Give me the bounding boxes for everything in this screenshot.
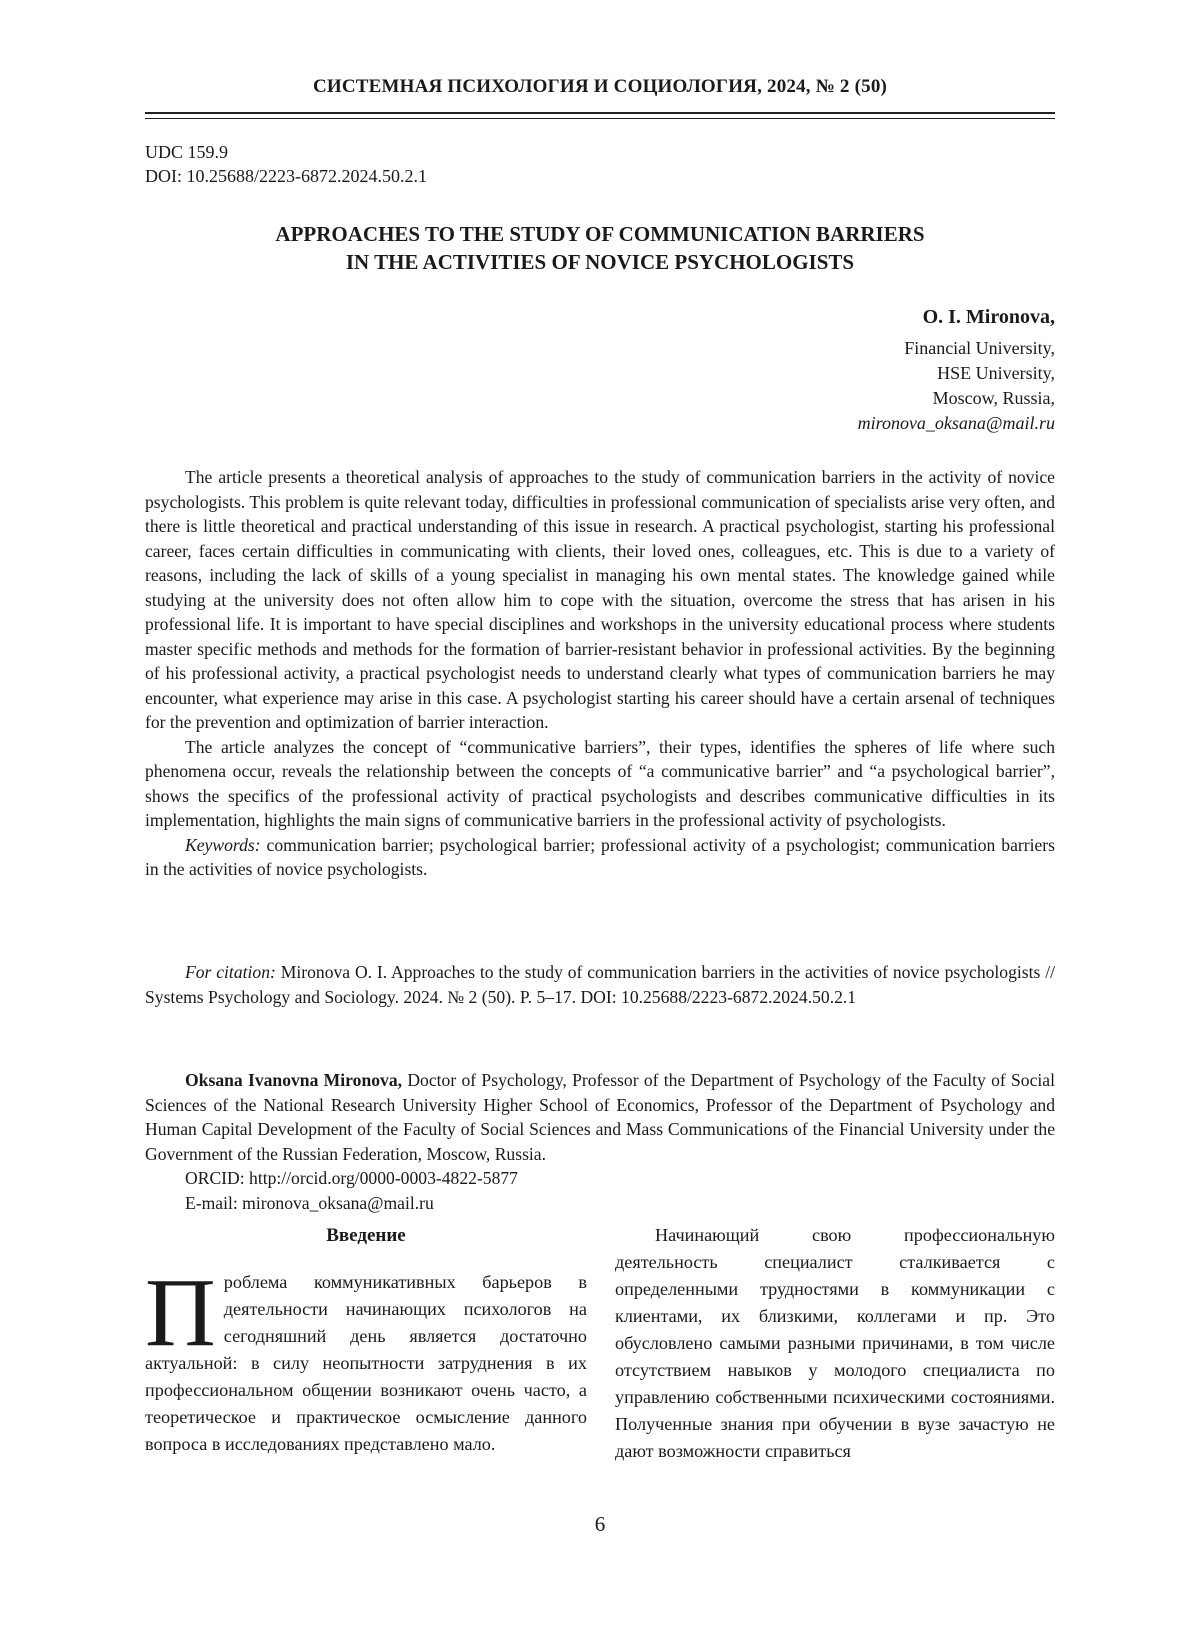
bio-text: Doctor of Psychology, Professor of the Department of Psychology of the Faculty of Social Sciences of the National Research University Higher School of Economics, Professor of the Department of Psychology and Human Capital Development of the Faculty of Social Sciences and Mass Communications of the Financial University under the Government of the Russian Federation, Moscow, Russia. (145, 1070, 1055, 1164)
keywords-text: communication barrier; psychological barrier; professional activity of a psychologist; communication barriers in the activities of novice psychologists. (145, 834, 1055, 879)
header-rule-thin (145, 118, 1055, 119)
udc: UDC 159.9 (145, 142, 229, 162)
running-head: СИСТЕМНАЯ ПСИХОЛОГИЯ И СОЦИОЛОГИЯ, 2024, № 2 (50) (312, 76, 888, 97)
bio-email[interactable]: E-mail: mironova_oksana@mail.ru (185, 1192, 434, 1213)
author-block (858, 305, 1055, 436)
citation (145, 960, 1055, 1009)
author-email[interactable]: mironova_oksana@mail.ru (857, 413, 1055, 433)
page-number: 6 (594, 1512, 606, 1536)
author-bio (145, 1068, 1055, 1215)
intro-text-left: роблема коммуникативных барьеров в деятельности начинающих психологов на сегодняшний день является достаточно актуальной: в силу неопытности затруднения в их профессиональном общении возникают очень часто, а теоретическое и практическое осмысление данного вопроса в исследованиях представлено мало. (145, 1272, 587, 1454)
author-affiliation-1: Financial University, (904, 338, 1055, 358)
abstract-paragraph-2: The article analyzes the concept of “communicative barriers”, their types, identifies the spheres of life where such phenomena occur, reveals the relationship between the concepts of “a communicative barrier” and “a psychological barrier”, shows the specifics of the professional activity of practical psychologists and describes communicative difficulties in its implementation, highlights the main signs of communicative barriers in the professional activity of psychologists. (145, 736, 1055, 830)
bio-orcid[interactable]: ORCID: http://orcid.org/0000-0003-4822-5877 (185, 1168, 518, 1188)
article-meta (145, 140, 427, 188)
keywords-label: Keywords: (185, 834, 261, 855)
author-affiliation-2: HSE University, (937, 363, 1055, 383)
intro-text-right: Начинающий свою профессиональную деятельность специалист сталкивается с определенными трудностями в коммуникации с клиентами, их близкими, коллегами и пр. Это обусловлено самыми разными причинами, в том числе отсутствием навыков у молодого специалиста по управлению собственными психическими состояниями. Полученные знания при обучении в вузе зачастую не дают возможности справиться (615, 1225, 1055, 1461)
citation-text: Mironova O. I. Approaches to the study of communication barriers in the activities of novice psychologists // Systems Psychology and Sociology. 2024. № 2 (50). P. 5–17. DOI: 10.25688/2223-6872.2024.50.2.1 (145, 962, 1055, 1007)
body-column-right (615, 1222, 1055, 1465)
title-line-1: APPROACHES TO THE STUDY OF COMMUNICATION BARRIERS (275, 222, 925, 246)
doi: DOI: 10.25688/2223-6872.2024.50.2.1 (145, 166, 427, 186)
section-heading: Введение (326, 1225, 406, 1246)
abstract (145, 465, 1055, 882)
abstract-paragraph-1: The article presents a theoretical analysis of approaches to the study of communication barriers in the activity of novice psychologists. This problem is quite relevant today, difficulties in professional communication of specialists arise very often, and there is little theoretical and practical understanding of this issue in research. A practical psychologist, starting his professional career, faces certain difficulties in communicating with clients, their loved ones, colleagues, etc. This is due to a variety of reasons, including the lack of skills of a young specialist in managing his own mental states. The knowledge gained while studying at the university does not often allow him to cope with the situation, overcome the stress that has arisen in his professional life. It is important to have special disciplines and workshops in the university educational process where students master specific methods and methods for the formation of barrier-resistant behavior in professional activities. By the beginning of his professional activity, a practical psychologist needs to understand clearly what types of communication barriers he may encounter, what experience may arise in this case. A psychologist starting his career should have a certain arsenal of techniques for the prevention and optimization of barrier interaction. (145, 467, 1055, 732)
body-column-left (145, 1222, 587, 1458)
title-line-2: IN THE ACTIVITIES OF NOVICE PSYCHOLOGISTS (345, 250, 855, 274)
drop-cap: П (145, 1259, 216, 1367)
bio-name: Oksana Ivanovna Mironova, (185, 1070, 403, 1090)
article-title (145, 220, 1055, 276)
bio-paragraph (145, 1068, 1055, 1166)
author-name: O. I. Mironova, (922, 306, 1055, 328)
author-location: Moscow, Russia, (932, 388, 1055, 408)
citation-label: For citation: (185, 962, 276, 982)
keywords (145, 833, 1055, 882)
header-rule-thick (145, 112, 1055, 114)
